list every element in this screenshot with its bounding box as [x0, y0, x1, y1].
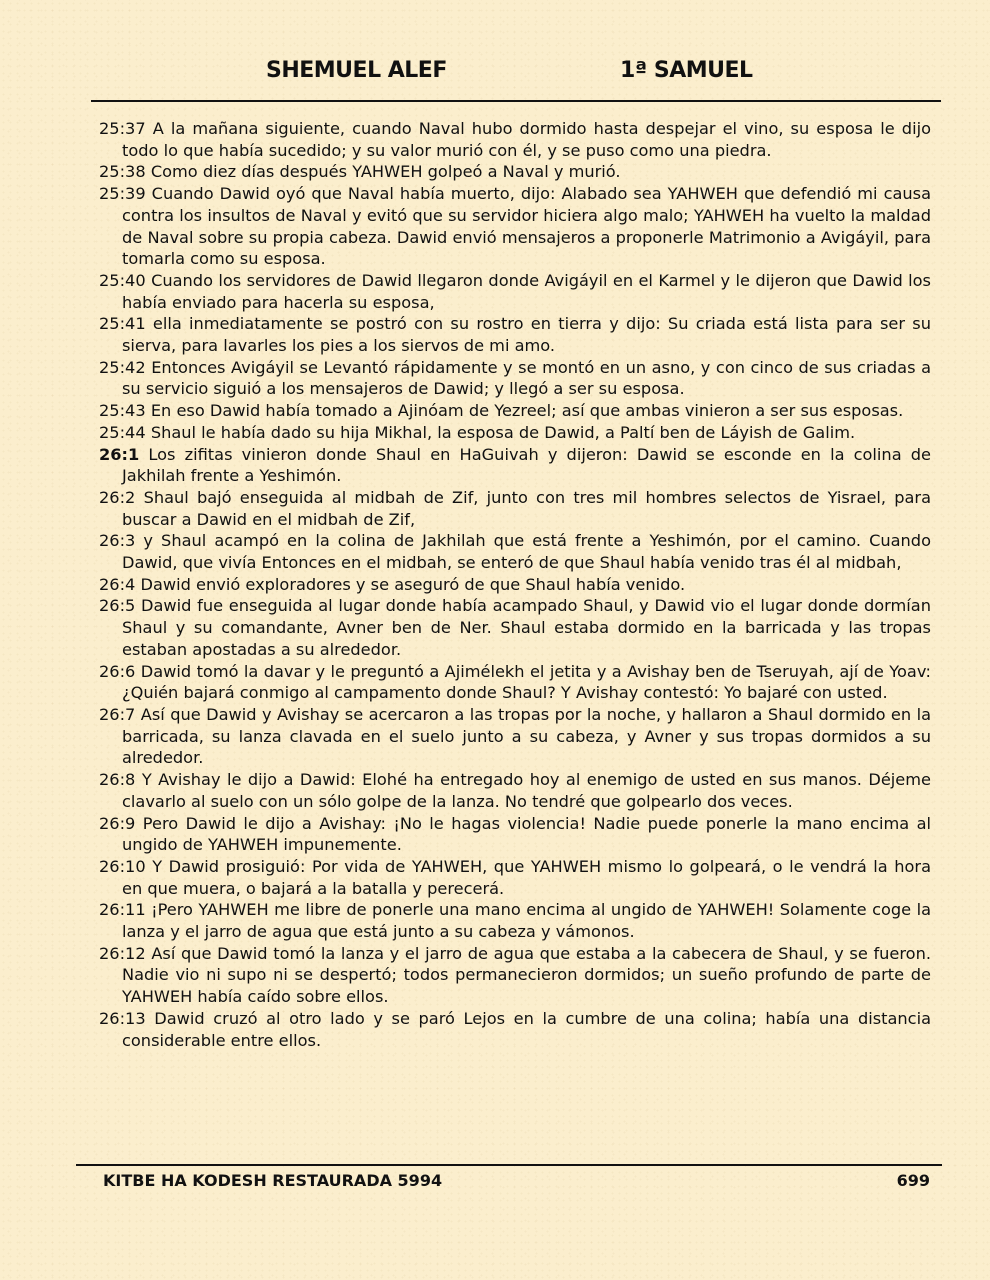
verse-ref: 26:7: [99, 704, 136, 724]
verse-text: ¡Pero YAHWEH me libre de ponerle una mano encima al ungido de YAHWEH! Solamente coge la lanza y el jarro de agua que está junto a su cabeza y vámonos.: [122, 900, 931, 942]
verse-ref: 26:3: [99, 531, 136, 551]
verse-ref: 25:44: [99, 422, 146, 442]
verse-ref: 25:40: [99, 270, 146, 290]
verse-text: Así que Dawid tomó la lanza y el jarro de agua que estaba a la cabecera de Shaul, y se fueron. Nadie vio ni supo ni se despertó; todos permanecieron dormidos; un sueño profundo de parte de YAHWEH había caído sobre ellos.: [122, 943, 931, 1007]
page-number: 699: [896, 1171, 930, 1190]
verse: [99, 813, 931, 856]
header-divider: [91, 100, 941, 102]
verse: [99, 118, 931, 161]
verse-text: y Shaul acampó en la colina de Jakhilah que está frente a Yeshimón, por el camino. Cuando Dawid, que vivía Entonces en el midbah, se enteró de que Shaul había venido tras él al midbah,: [122, 531, 931, 573]
verse: [99, 574, 931, 596]
verse-ref: 26:13: [99, 1008, 146, 1028]
verse: [99, 487, 931, 530]
verse: [99, 313, 931, 356]
verse: [99, 704, 931, 769]
verse-ref: 25:39: [99, 184, 146, 204]
verse: [99, 400, 931, 422]
footer-divider: [76, 1164, 942, 1166]
verse-text: En eso Dawid había tomado a Ajinóam de Yezreel; así que ambas vinieron a ser sus esposas.: [150, 401, 904, 421]
verse-ref: 25:38: [99, 162, 146, 182]
verse-ref: 26:9: [99, 813, 136, 833]
verse: [99, 661, 931, 704]
verse-ref: 25:43: [99, 401, 146, 421]
verse-text: Como diez días después YAHWEH golpeó a Naval y murió.: [150, 162, 621, 182]
verse-text: Así que Dawid y Avishay se acercaron a las tropas por la noche, y hallaron a Shaul dormido en la barricada, su lanza clavada en el suelo junto a su cabeza, y Avner y sus tropas dormidos a su alrededor.: [122, 704, 931, 768]
verse-ref: 26:11: [99, 900, 146, 920]
verse: [99, 595, 931, 660]
verse-text: ella inmediatamente se postró con su rostro en tierra y dijo: Su criada está lista para ser su sierva, para lavarles los pies a los siervos de mi amo.: [122, 314, 931, 356]
verse-list: [99, 118, 931, 1051]
verse-text: Y Dawid prosiguió: Por vida de YAHWEH, que YAHWEH mismo lo golpeará, o le vendrá la hora en que muera, o bajará a la batalla y perecerá.: [122, 856, 931, 898]
verse-ref: 26:10: [99, 856, 146, 876]
verse: [99, 444, 931, 487]
verse-text: Shaul bajó enseguida al midbah de Zif, junto con tres mil hombres selectos de Yisrael, para buscar a Dawid en el midbah de Zif,: [122, 487, 932, 529]
verse: [99, 530, 931, 573]
verse-text: A la mañana siguiente, cuando Naval hubo dormido hasta despejar el vino, su esposa le dijo todo lo que había sucedido; y su valor murió con él, y se puso como una piedra.: [122, 119, 931, 160]
verse-text: Dawid cruzó al otro lado y se paró Lejos en la cumbre de una colina; había una distancia considerable entre ellos.: [122, 1008, 931, 1050]
verse: [99, 1008, 931, 1051]
verse: [99, 422, 931, 444]
verse: [99, 357, 931, 400]
verse-text: Pero Dawid le dijo a Avishay: ¡No le hagas violencia! Nadie puede ponerle la mano encima al ungido de YAHWEH impunemente.: [122, 813, 931, 855]
verse: [99, 943, 931, 1008]
verse: [99, 899, 931, 942]
verse-text: Dawid tomó la davar y le preguntó a Ajimélekh el jetita y a Avishay ben de Tseruyah, ají de Yoav: ¿Quién bajará conmigo al campamento donde Shaul? Y Avishay contestó: Yo bajaré con usted.: [122, 661, 931, 703]
page-header: [0, 58, 990, 90]
book-title-hebrew: SHEMUEL ALEF: [266, 58, 447, 83]
verse-text: Cuando Dawid oyó que Naval había muerto, dijo: Alabado sea YAHWEH que defendió mi causa contra los insultos de Naval y evitó que su servidor hiciera algo malo; YAHWEH ha vuelto la maldad de Naval sobre su propia cabeza. Dawid envió mensajeros a proponerle Matrimonio a Avigáyil, para tomarla como su esposa.: [122, 184, 931, 269]
verse-ref: 26:8: [99, 770, 136, 790]
verse-ref: 26:2: [99, 487, 136, 507]
verse-ref: 25:41: [99, 314, 146, 334]
verse-text: Dawid envió exploradores y se aseguró de que Shaul había venido.: [140, 574, 686, 594]
verse: [99, 856, 931, 899]
verse-text: Los zifitas vinieron donde Shaul en HaGuivah y dijeron: Dawid se esconde en la colina de Jakhilah frente a Yeshimón.: [122, 444, 931, 486]
verse: [99, 270, 931, 313]
verse-ref: 26:12: [99, 943, 146, 963]
verse-text: Dawid fue enseguida al lugar donde había acampado Shaul, y Dawid vio el lugar donde dormían Shaul y su comandante, Avner ben de Ner. Shaul estaba dormido en la barricada y las tropas estaban apostadas a su alrededor.: [122, 596, 931, 659]
verse-ref: 26:5: [99, 596, 136, 616]
verse: [99, 183, 931, 270]
verse-ref: 26:4: [99, 574, 136, 594]
verse-ref: 26:1: [99, 444, 140, 464]
verse-text: Y Avishay le dijo a Dawid: Elohé ha entregado hoy al enemigo de usted en sus manos. Déjeme clavarlo al suelo con un sólo golpe de la lanza. No tendré que golpearlo dos veces.: [122, 770, 931, 811]
verse-ref: 25:37: [99, 119, 146, 138]
verse: [99, 161, 931, 183]
verse-ref: 26:6: [99, 661, 136, 681]
verse-ref: 25:42: [99, 357, 146, 377]
book-title-spanish: 1ª SAMUEL: [620, 58, 753, 83]
verse-text: Entonces Avigáyil se Levantó rápidamente y se montó en un asno, y con cinco de sus criadas a su servicio siguió a los mensajeros de Dawid; y llegó a ser su esposa.: [122, 357, 931, 399]
footer-title: KITBE HA KODESH RESTAURADA 5994: [103, 1171, 443, 1190]
verse-text: Cuando los servidores de Dawid llegaron donde Avigáyil en el Karmel y le dijeron que Dawid los había enviado para hacerla su esposa,: [122, 270, 931, 312]
verse-text: Shaul le había dado su hija Mikhal, la esposa de Dawid, a Paltí ben de Láyish de Galim.: [150, 422, 856, 442]
verse: [99, 769, 931, 812]
